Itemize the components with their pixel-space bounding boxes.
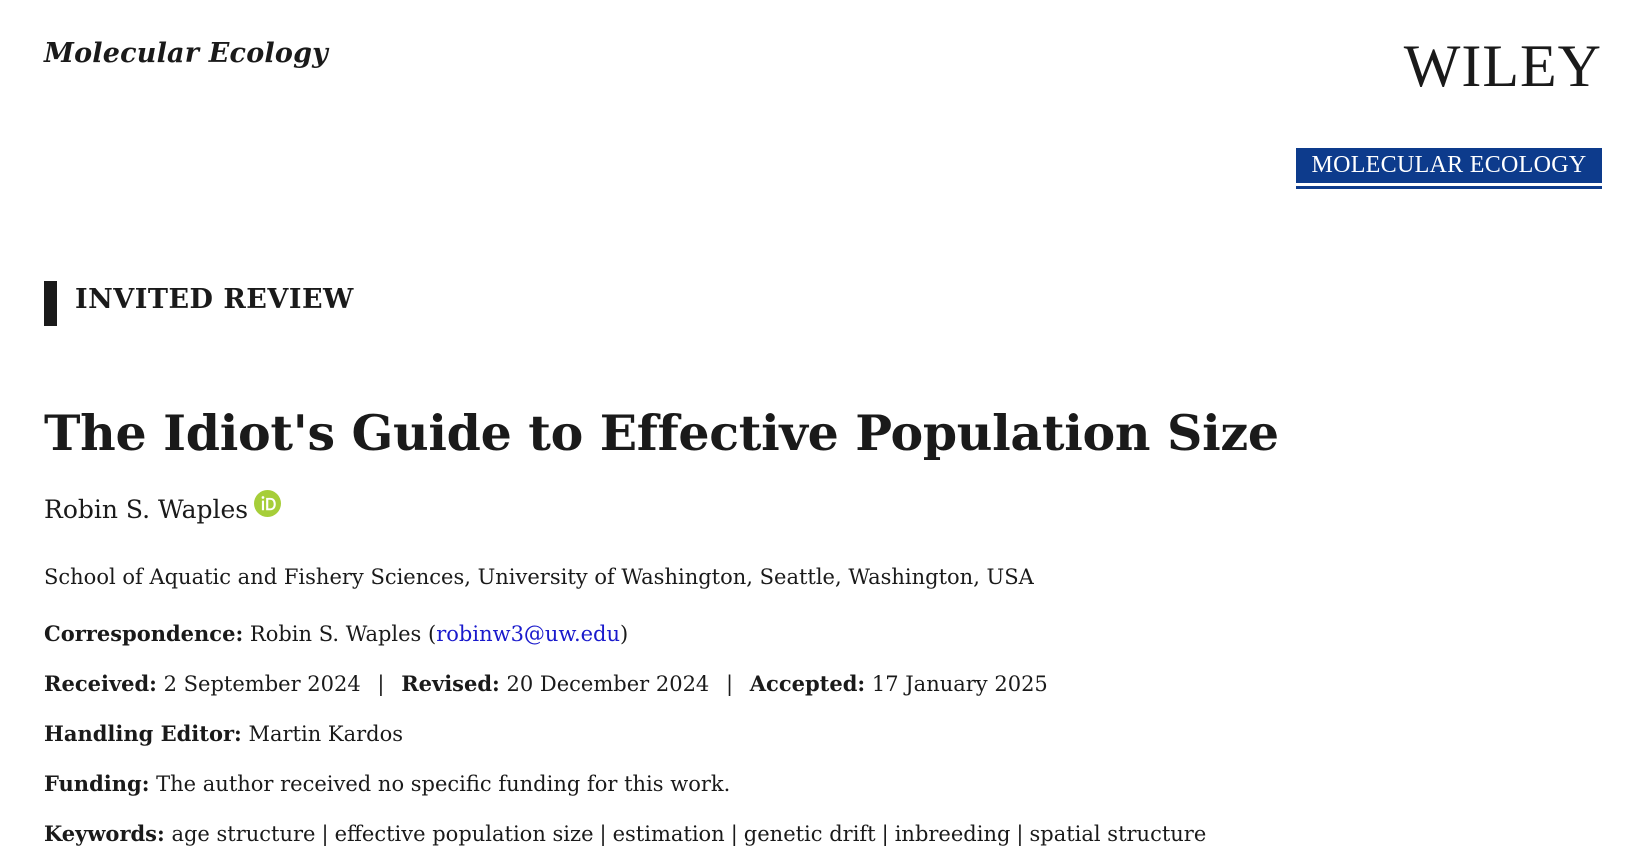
journal-name: Molecular Ecology — [44, 38, 329, 69]
open-paren: ( — [428, 622, 437, 646]
handling-editor-line — [44, 721, 403, 746]
keywords-line — [44, 821, 1206, 846]
keyword-separator: | — [321, 822, 329, 846]
article-type-marker — [44, 281, 57, 326]
handling-editor-name: Martin Kardos — [248, 722, 404, 746]
close-paren: ) — [620, 622, 629, 646]
history-dates-line — [44, 671, 1048, 696]
keyword-item[interactable]: spatial structure — [1029, 822, 1207, 846]
publisher-logo[interactable]: WILEY — [1403, 33, 1602, 99]
funding-text: The author received no specific funding for this work. — [156, 772, 731, 796]
keyword-separator: | — [1016, 822, 1024, 846]
keyword-separator: | — [881, 822, 889, 846]
keyword-item[interactable]: age structure — [171, 822, 316, 846]
received-label: Received: — [44, 671, 157, 696]
keywords-label: Keywords: — [44, 821, 165, 846]
author-affiliation: School of Aquatic and Fishery Sciences, University of Washington, Seattle, Washington, USA — [44, 565, 1034, 589]
keyword-item[interactable]: inbreeding — [894, 822, 1011, 846]
article-type-label: INVITED REVIEW — [75, 284, 354, 315]
correspondence-name: Robin S. Waples — [249, 622, 422, 646]
accepted-date: 17 January 2025 — [871, 672, 1048, 696]
journal-badge-logo[interactable]: MOLECULAR ECOLOGY — [1296, 148, 1602, 186]
revised-date: 20 December 2024 — [506, 672, 710, 696]
author-name[interactable]: Robin S. Waples — [44, 495, 249, 524]
orcid-icon[interactable] — [254, 490, 281, 517]
date-separator: | — [377, 672, 385, 696]
received-date: 2 September 2024 — [163, 672, 361, 696]
keyword-separator: | — [599, 822, 607, 846]
correspondence-email-link[interactable]: robinw3@uw.edu — [436, 622, 621, 646]
correspondence-label: Correspondence: — [44, 621, 244, 646]
keyword-item[interactable]: effective population size — [334, 822, 594, 846]
funding-label: Funding: — [44, 771, 150, 796]
author-line — [44, 495, 281, 524]
date-separator: | — [725, 672, 734, 696]
revised-label: Revised: — [401, 671, 500, 696]
accepted-label: Accepted: — [749, 671, 866, 696]
keyword-item[interactable]: genetic drift — [743, 822, 876, 846]
correspondence-line — [44, 621, 628, 646]
keyword-separator: | — [730, 822, 738, 846]
funding-line — [44, 771, 730, 796]
article-title: The Idiot's Guide to Effective Population Size — [44, 404, 1279, 462]
keyword-item[interactable]: estimation — [612, 822, 725, 846]
handling-editor-label: Handling Editor: — [44, 721, 242, 746]
